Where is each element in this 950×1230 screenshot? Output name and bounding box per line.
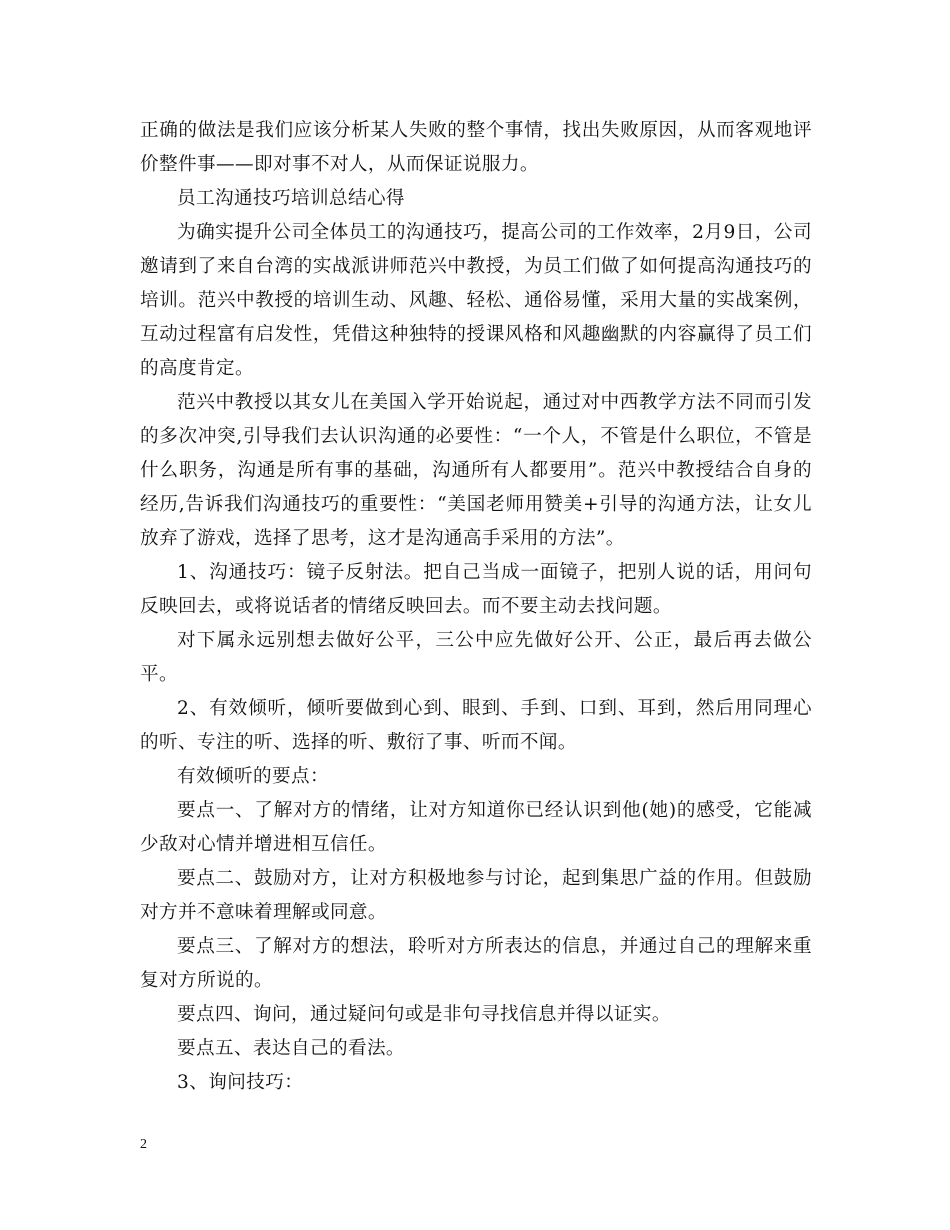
paragraph: 有效倾听的要点： bbox=[177, 766, 329, 787]
paragraph: 对下属永远别想去做好公平，三公中应先做好公开、公正，最后再去做公平。 bbox=[140, 630, 812, 685]
body-text bbox=[140, 114, 812, 1100]
paragraph: 为确实提升公司全体员工的沟通技巧，提高公司的工作效率，2月9日，公司邀请到了来自台湾的实战派讲师范兴中教授，为员工们做了如何提高沟通技巧的培训。范兴中教授的培训生动、风趣、轻松、通俗易懂，采用大量的实战案例，互动过程富有启发性，凭借这种独特的授课风格和风趣幽默的内容赢得了员工们的高度肯定。 bbox=[140, 222, 812, 379]
section-heading: 员工沟通技巧培训总结心得 bbox=[177, 188, 405, 209]
paragraph: 正确的做法是我们应该分析某人失败的整个事情，找出失败原因，从而客观地评价整件事——即对事不对人，从而保证说服力。 bbox=[140, 120, 812, 175]
paragraph: 要点五、表达自己的看法。 bbox=[177, 1038, 405, 1059]
paragraph: 范兴中教授以其女儿在美国入学开始说起，通过对中西教学方法不同而引发的多次冲突,引导我们去认识沟通的必要性：“一个人，不管是什么职位，不管是什么职务，沟通是所有事的基础，沟通所有人都要用”。范兴中教授结合自身的经历,告诉我们沟通技巧的重要性：“美国老师用赞美+引导的沟通方法，让女儿放弃了游戏，选择了思考，这才是沟通高手采用的方法”。 bbox=[140, 392, 812, 549]
paragraph: 要点一、了解对方的情绪，让对方知道你已经认识到他(她)的感受，它能减少敌对心情并增进相互信任。 bbox=[140, 800, 812, 855]
paragraph: 要点三、了解对方的想法，聆听对方所表达的信息，并通过自己的理解来重复对方所说的。 bbox=[140, 936, 812, 991]
paragraph: 3、询问技巧： bbox=[177, 1072, 304, 1093]
page-number: 2 bbox=[140, 1137, 147, 1152]
paragraph: 1、沟通技巧：镜子反射法。把自己当成一面镜子，把别人说的话，用问句反映回去，或将说话者的情绪反映回去。而不要主动去找问题。 bbox=[140, 562, 812, 617]
paragraph: 2、有效倾听，倾听要做到心到、眼到、手到、口到、耳到，然后用同理心的听、专注的听、选择的听、敷衍了事、听而不闻。 bbox=[140, 698, 812, 753]
paragraph: 要点四、询问，通过疑问句或是非句寻找信息并得以证实。 bbox=[177, 1004, 671, 1025]
paragraph: 要点二、鼓励对方，让对方积极地参与讨论，起到集思广益的作用。但鼓励对方并不意味着理解或同意。 bbox=[140, 868, 812, 923]
